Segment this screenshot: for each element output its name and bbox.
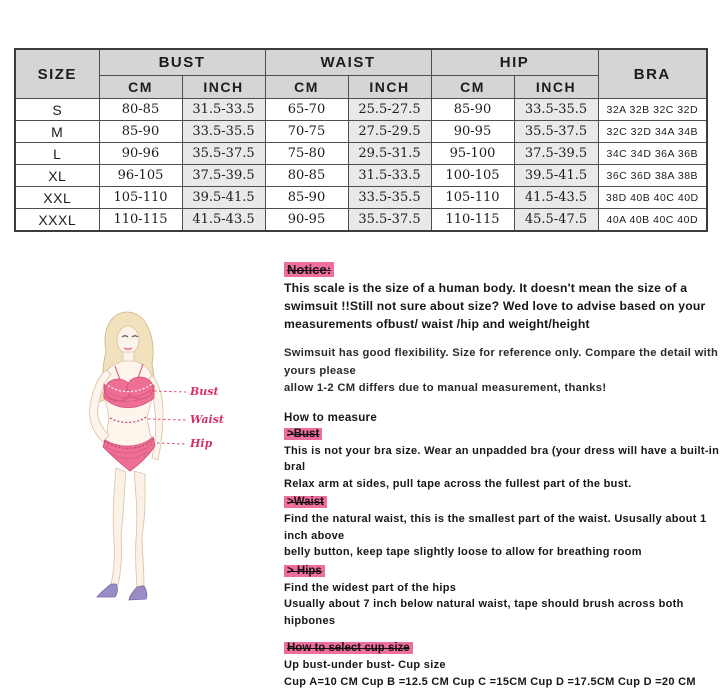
- waist-section: [284, 496, 720, 561]
- notice-line: This scale is the size of a human body. It doesn't mean the size of a: [284, 279, 720, 297]
- bra-value-cell: 34C 34D 36A 36B: [598, 143, 707, 165]
- cm-value-cell: 110-115: [431, 209, 514, 232]
- measurement-figure: [58, 300, 288, 630]
- waist-section-highlight: >Waist: [284, 496, 327, 508]
- inch-value-cell: 35.5-37.5: [348, 209, 431, 232]
- cm-value-cell: 90-95: [265, 209, 348, 232]
- note-line: allow 1-2 CM differs due to manual measurement, thanks!: [284, 380, 720, 398]
- instruction-line: Find the widest part of the hips: [284, 580, 720, 597]
- inch-value-cell: 41.5-43.5: [514, 187, 598, 209]
- inch-value-cell: 35.5-37.5: [514, 121, 598, 143]
- cm-value-cell: 75-80: [265, 143, 348, 165]
- size-label-cell: L: [15, 143, 99, 165]
- inch-value-cell: 33.5-35.5: [182, 121, 265, 143]
- cup-size-line: Cup A=10 CM Cup B =12.5 CM Cup C =15CM Cup D =17.5CM Cup D =20 CM: [284, 674, 720, 690]
- size-table: [14, 48, 708, 232]
- cm-value-cell: 105-110: [99, 187, 182, 209]
- size-table-body: [15, 99, 707, 232]
- inch-value-cell: 29.5-31.5: [348, 143, 431, 165]
- table-row: [15, 99, 707, 121]
- table-row: [15, 187, 707, 209]
- figure-right-leg: [134, 471, 145, 587]
- header-unit-cm: CM: [431, 76, 514, 99]
- cup-size-section: [284, 642, 720, 690]
- size-label-cell: XXL: [15, 187, 99, 209]
- header-size: SIZE: [15, 49, 99, 99]
- header-unit-inch: INCH: [514, 76, 598, 99]
- notice-paragraph: [284, 279, 720, 333]
- header-waist: WAIST: [265, 49, 431, 76]
- cup-size-lines: [284, 657, 720, 690]
- header-bra: BRA: [598, 49, 707, 99]
- figure-right-shoe: [129, 586, 147, 600]
- table-row: [15, 209, 707, 232]
- figure-left-leg: [111, 468, 126, 585]
- inch-value-cell: 37.5-39.5: [514, 143, 598, 165]
- inch-value-cell: 31.5-33.5: [348, 165, 431, 187]
- instruction-line: Find the natural waist, this is the smallest part of the waist. Ususally about 1 inch above: [284, 511, 720, 544]
- header-unit-cm: CM: [99, 76, 182, 99]
- cm-value-cell: 70-75: [265, 121, 348, 143]
- table-row: [15, 121, 707, 143]
- inch-value-cell: 41.5-43.5: [182, 209, 265, 232]
- bust-section-lines: [284, 443, 720, 493]
- bust-section: [284, 428, 720, 493]
- cm-value-cell: 90-96: [99, 143, 182, 165]
- bra-value-cell: 40A 40B 40C 40D: [598, 209, 707, 232]
- cup-size-heading: [284, 642, 720, 654]
- bra-value-cell: 36C 36D 38A 38B: [598, 165, 707, 187]
- instructions-column: [284, 262, 720, 690]
- cm-value-cell: 110-115: [99, 209, 182, 232]
- cm-value-cell: 85-90: [431, 99, 514, 121]
- hips-section-heading: [284, 565, 720, 577]
- notice-line: measurements ofbust/ waist /hip and weight/height: [284, 315, 720, 333]
- size-label-cell: M: [15, 121, 99, 143]
- flexibility-note: [284, 345, 720, 398]
- body-measurement-figure-illustration: [58, 300, 288, 630]
- bra-value-cell: 32C 32D 34A 34B: [598, 121, 707, 143]
- bust-section-heading: [284, 428, 720, 440]
- hip-leader-line: [157, 443, 186, 444]
- cup-size-line: Up bust-under bust- Cup size: [284, 657, 720, 674]
- inch-value-cell: 33.5-35.5: [514, 99, 598, 121]
- inch-value-cell: 27.5-29.5: [348, 121, 431, 143]
- inch-value-cell: 33.5-35.5: [348, 187, 431, 209]
- notice-heading: [284, 262, 720, 277]
- inch-value-cell: 31.5-33.5: [182, 99, 265, 121]
- instruction-line: Relax arm at sides, pull tape across the fullest part of the bust.: [284, 476, 720, 493]
- waist-section-heading: [284, 496, 720, 508]
- cm-value-cell: 65-70: [265, 99, 348, 121]
- cup-size-highlight: How to select cup size: [284, 642, 413, 654]
- table-row: [15, 165, 707, 187]
- inch-value-cell: 39.5-41.5: [514, 165, 598, 187]
- cm-value-cell: 85-90: [99, 121, 182, 143]
- header-unit-inch: INCH: [182, 76, 265, 99]
- cm-value-cell: 90-95: [431, 121, 514, 143]
- table-row: [15, 143, 707, 165]
- hips-section-lines: [284, 580, 720, 630]
- cm-value-cell: 105-110: [431, 187, 514, 209]
- figure-left-shoe: [97, 584, 117, 597]
- size-label-cell: S: [15, 99, 99, 121]
- bust-section-highlight: >Bust: [284, 428, 322, 440]
- cm-value-cell: 80-85: [99, 99, 182, 121]
- size-label-cell: XXXL: [15, 209, 99, 232]
- cm-value-cell: 80-85: [265, 165, 348, 187]
- instruction-line: This is not your bra size. Wear an unpadded bra (your dress will have a built-in bral: [284, 443, 720, 476]
- instruction-line: Usually about 7 inch below natural waist, tape should brush across both hipbones: [284, 596, 720, 629]
- hip-label: Hip: [189, 437, 213, 450]
- header-unit-inch: INCH: [348, 76, 431, 99]
- bra-value-cell: 38D 40B 40C 40D: [598, 187, 707, 209]
- cm-value-cell: 95-100: [431, 143, 514, 165]
- inch-value-cell: 37.5-39.5: [182, 165, 265, 187]
- inch-value-cell: 25.5-27.5: [348, 99, 431, 121]
- how-to-measure-title: How to measure: [284, 412, 720, 424]
- waist-label: Waist: [190, 413, 224, 426]
- size-label-cell: XL: [15, 165, 99, 187]
- hips-section-highlight: > Hips: [284, 565, 325, 577]
- cm-value-cell: 85-90: [265, 187, 348, 209]
- bra-value-cell: 32A 32B 32C 32D: [598, 99, 707, 121]
- notice-highlight: Notice:: [284, 262, 334, 277]
- bust-label: Bust: [189, 385, 219, 398]
- inch-value-cell: 35.5-37.5: [182, 143, 265, 165]
- header-bust: BUST: [99, 49, 265, 76]
- inch-value-cell: 39.5-41.5: [182, 187, 265, 209]
- note-line: Swimsuit has good flexibility. Size for reference only. Compare the detail with yours please: [284, 345, 720, 380]
- instruction-line: belly button, keep tape slightly loose to allow for breathing room: [284, 544, 720, 561]
- cm-value-cell: 96-105: [99, 165, 182, 187]
- hips-section: [284, 565, 720, 630]
- waist-leader-line: [148, 419, 186, 420]
- header-hip: HIP: [431, 49, 598, 76]
- inch-value-cell: 45.5-47.5: [514, 209, 598, 232]
- table-header-group-row: [15, 49, 707, 76]
- notice-line: swimsuit !!Still not sure about size? Wed love to advise based on your: [284, 297, 720, 315]
- cm-value-cell: 100-105: [431, 165, 514, 187]
- waist-section-lines: [284, 511, 720, 561]
- header-unit-cm: CM: [265, 76, 348, 99]
